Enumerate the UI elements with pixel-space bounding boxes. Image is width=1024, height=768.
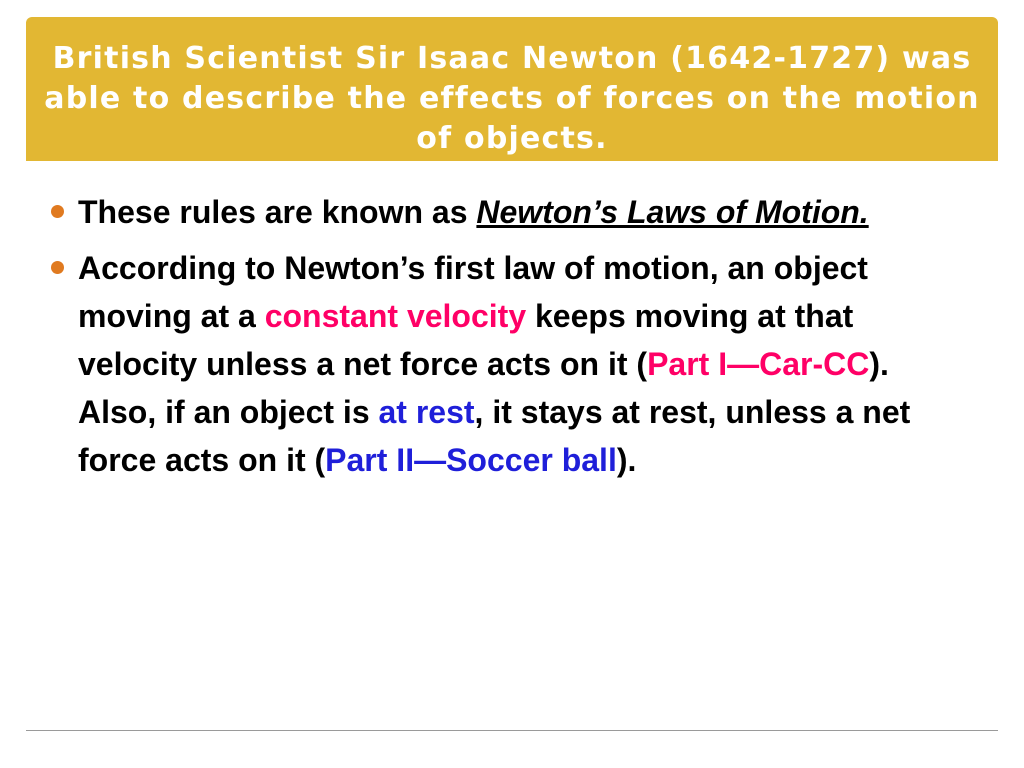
title-band bbox=[26, 17, 998, 161]
slide-content bbox=[48, 188, 968, 492]
bullet-2-seg4: , it stays at rest, unless a net force acts on it ( bbox=[78, 394, 911, 478]
bullet-dot-icon bbox=[51, 205, 64, 218]
bullet-item-2 bbox=[48, 244, 968, 484]
slide-title: British Scientist Sir Isaac Newton (1642-1727) was able to describe the effects of forces on the motion of objects. bbox=[44, 41, 980, 156]
bullet-2-seg2: keeps moving at that velocity unless a net force acts on it ( bbox=[78, 298, 854, 382]
bullet-2-highlight-part-2: Part II—Soccer ball bbox=[325, 442, 617, 478]
bullet-2-highlight-part-1: Part I—Car-CC bbox=[647, 346, 870, 382]
bullet-2-seg5: ). bbox=[616, 442, 637, 478]
bullet-dot-icon bbox=[51, 261, 64, 274]
bullet-2-seg1: According to Newton’s first law of motion, an object moving at a bbox=[78, 250, 868, 334]
footer-divider bbox=[26, 730, 998, 731]
bullet-item-1 bbox=[48, 188, 968, 236]
bullet-1-text: These rules are known as bbox=[78, 194, 477, 230]
bullet-2-highlight-constant-velocity: constant velocity bbox=[264, 298, 527, 334]
bullet-2-highlight-at-rest: at rest bbox=[378, 394, 475, 430]
bullet-2-seg3: ). Also, if an object is bbox=[78, 346, 889, 430]
bullet-1-emphasis: Newton’s Laws of Motion. bbox=[476, 194, 869, 230]
